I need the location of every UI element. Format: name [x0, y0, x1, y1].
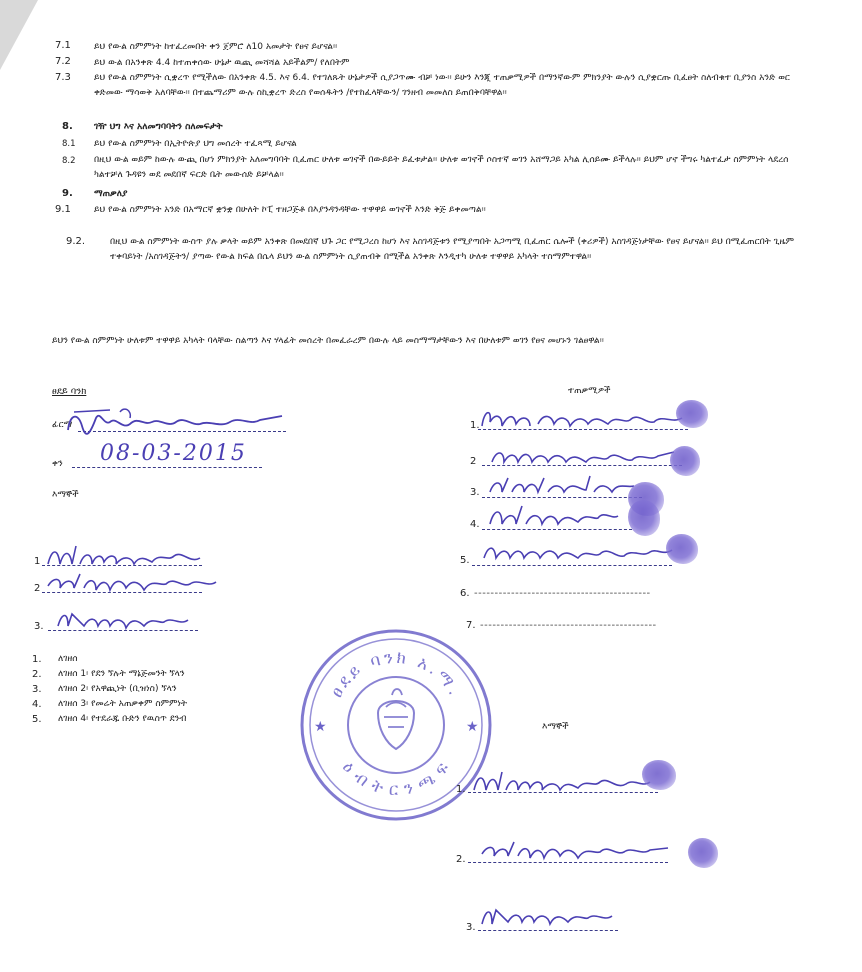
user-signature-blank: ------------------------------------------- — [480, 620, 657, 631]
stamp-star-left-icon: ★ — [314, 719, 327, 735]
bank-heading: ፀደይ ባንክ — [52, 386, 87, 397]
user-signature — [478, 402, 698, 434]
user-signature — [480, 536, 680, 568]
user-number: 4. — [470, 519, 480, 530]
bank-seal-stamp — [296, 625, 496, 825]
clause-text: በዚህ ውል ወይም ከውሉ ውጪ በሆነ ምክንያት አለመግባባት ቢፈጠር ሁለቱ ወገኖች በውይይት ይፈቱታል፡፡ ሁለቱ ወገኖች ሶስተኛ ወገን አሸማጋይ አካል ሊሰይሙ ይችላሉ፡፡ ይህም ሆኖ ችግሩ ካልተፈታ ስምምነት ላደረሰ ካልተቻለ ጉዳዩን ወደ መደበኛ ፍርድ ቤት መውሰድ ይቻላል፡፡ — [94, 155, 789, 180]
user-number: 1. — [470, 420, 480, 431]
clause-number: 9.1 — [55, 204, 71, 215]
clause-number: 7.3 — [55, 72, 71, 83]
thumbprint — [670, 446, 700, 476]
svg-text:ዕ ብ ት ር ን ጫ ፍ — [338, 758, 454, 801]
witness-number: 2. — [456, 854, 466, 865]
clause-text: ይህ የውል ስምምነት ሲቋረጥ የሚችለው በአንቀጽ 4.5. እና 6.4. የተገለጹት ሁኔታዎች ሲያጋጥሙ ብቻ ነው፡፡ ይሁን እንጂ ተጠቃሚዎች በማንኛውም ምክንያት ውሉን ሲያቋርጡ ቢፈፀት ስለብቁተ ቢያንስ አንድ ወር ቀድመው ማሳወቅ አለባቸው፡፡ በተጨማሪም ውሉ ስኪቋረጥ ድረስ የወሰዱትን /የተከፈላቸውን/ ገንዘብ መመለስ ይጠበቅባቸዋል፡፡ — [94, 73, 790, 98]
signature-label: ፊርማ — [52, 420, 73, 430]
annex-item: ለገዘሰ 2፡ የአዋጪነት (ቢዝነስ) ኘላን — [58, 684, 177, 694]
section-heading: ገዥ ህግ እና አለመግባባትን ስለመፍታት — [94, 122, 223, 132]
bank-signature — [60, 404, 290, 438]
clause-number: 7.1 — [55, 40, 71, 51]
bank-witness-number: 1 — [34, 556, 41, 567]
user-number: 3. — [470, 487, 480, 498]
bank-witness-signature — [44, 566, 234, 598]
thumbprint — [628, 500, 660, 536]
clause-number: 9. — [62, 188, 73, 199]
thumbprint — [688, 838, 718, 868]
clause-number: 8. — [62, 121, 73, 132]
bank-date-line — [72, 467, 262, 468]
stamp-top-text: ፀደይ ባንክ አ.ማ. — [326, 647, 466, 702]
annex-number: 3. — [32, 684, 42, 695]
annex-item: ለገዘሰ 3፡ የመሬት አጠቃቀም ስምምነት — [58, 699, 188, 709]
user-signature-blank: ------------------------------------------- — [474, 588, 651, 599]
clause-text: ይህ ውል በአንቀጽ 4.4 ከተጠቀሰው ሁኔታ ዉጪ መሻሻል አይችልም/ የለበትም — [94, 58, 350, 68]
annex-number: 4. — [32, 699, 42, 710]
section-heading: ማጠቃለያ — [94, 189, 128, 199]
thumbprint — [676, 400, 708, 428]
clause-number: 8.2 — [62, 156, 76, 166]
date-label: ቀን — [52, 459, 63, 469]
clause-number: 7.2 — [55, 56, 71, 67]
handwritten-date: 08-03-2015 — [100, 441, 247, 466]
svg-text:ፀደይ ባንክ አ.ማ. — [327, 648, 466, 701]
user-signature — [486, 500, 636, 532]
bank-witness-number: 2 — [34, 583, 41, 594]
users-heading: ተጠቃሚዎች — [568, 386, 611, 396]
annex-item: ለገዘሰ 1፡ የደን ኘሉት ማኔጅመንት ኘላን — [58, 669, 185, 679]
stamp-bottom-text: ዕ ብ ት ር ን ጫ ፍ — [338, 757, 454, 801]
annex-number: 2. — [32, 669, 42, 680]
bank-witnesses-heading: እማኞች — [52, 490, 79, 500]
witness-number: 3. — [466, 922, 476, 933]
bank-witness-signature — [54, 604, 204, 636]
annex-number: 5. — [32, 714, 42, 725]
clause-text: ይህ የውል ስምምነት በኢትዮጵያ ህግ መሰረት ተፈጻሚ ይሆናል — [94, 139, 297, 149]
annex-item: ለገዘሰ — [58, 654, 78, 664]
thumbprint — [642, 760, 676, 790]
user-number: 6. — [460, 588, 470, 599]
thumbprint — [666, 534, 698, 564]
witnesses-heading: እማኞች — [542, 722, 569, 732]
user-signature — [486, 470, 646, 502]
scan-corner-fold — [0, 0, 38, 70]
closing-statement: ይህን የውል ስምምነት ሁለቱም ተዋዋይ አካላት ባላቸው ስልጣን እና ሃላፊት መሰረት በመፈራረም በውሉ ላይ መስማማታቸውን እና በሁለቱም ወገን የፀና መሆኑን ገልፀዋል፡፡ — [52, 336, 604, 346]
clause-text: ይህ የውል ስምምነት አንድ በአማርኛ ቋንቋ በሁለት ኮፒ ተዘጋጅቶ በእያንዳንዳቸው ተዋዋይ ወገኖች እንድ ቅጅ ይቀመጣል፡፡ — [94, 205, 486, 215]
witness-number: 1. — [456, 784, 466, 795]
clause-text: በዚህ ውል ስምምነት ውስጥ ያሉ ቃላት ወይም አንቀጽ በመደበኛ ህጉ ጋር የሚጋረስ ከሆነ እና አስገዳጅቱን የሚያጣበት አጋጣሚ ቢፈጠር ሴሎች (ቀሪዎች) አስገዳጅነታቸው የፀና ይሆናል፡፡ ይህ በሚፈጠርበት ጊዜም ተቀባይነት /አስገዳጅትን/ ያጣው የውል ክፍል በሴላ ይህን ውል ስምምነት ሲያጠብቅ በሚችል አንቀጽ እንዲተካ ሁለቱ ተዋዋይ አካላት ተስማምተዋል፡፡ — [110, 237, 795, 262]
witness-signature — [470, 766, 670, 798]
stamp-star-right-icon: ★ — [466, 719, 479, 735]
clause-number: 8.1 — [62, 139, 76, 149]
witness-signature — [478, 834, 678, 866]
stamp-emblem-icon — [378, 689, 414, 749]
user-signature — [488, 440, 688, 472]
clause-number: 9.2. — [66, 236, 86, 247]
user-number: 7. — [466, 620, 476, 631]
clause-text: ይህ የውል ስምምነት ከተፈረመበት ቀን ጀምሮ ለ10 አመታት የፀና ይሆናል፡፡ — [94, 42, 338, 52]
annex-number: 1. — [32, 654, 42, 665]
witness-signature — [478, 900, 628, 934]
bank-witness-number: 3. — [34, 621, 44, 632]
user-number: 5. — [460, 555, 470, 566]
user-number: 2 — [470, 456, 477, 467]
annex-item: ለገዘሰ 4፡ የተደራጁ ቡድን የዉስጥ ደንብ — [58, 714, 187, 724]
